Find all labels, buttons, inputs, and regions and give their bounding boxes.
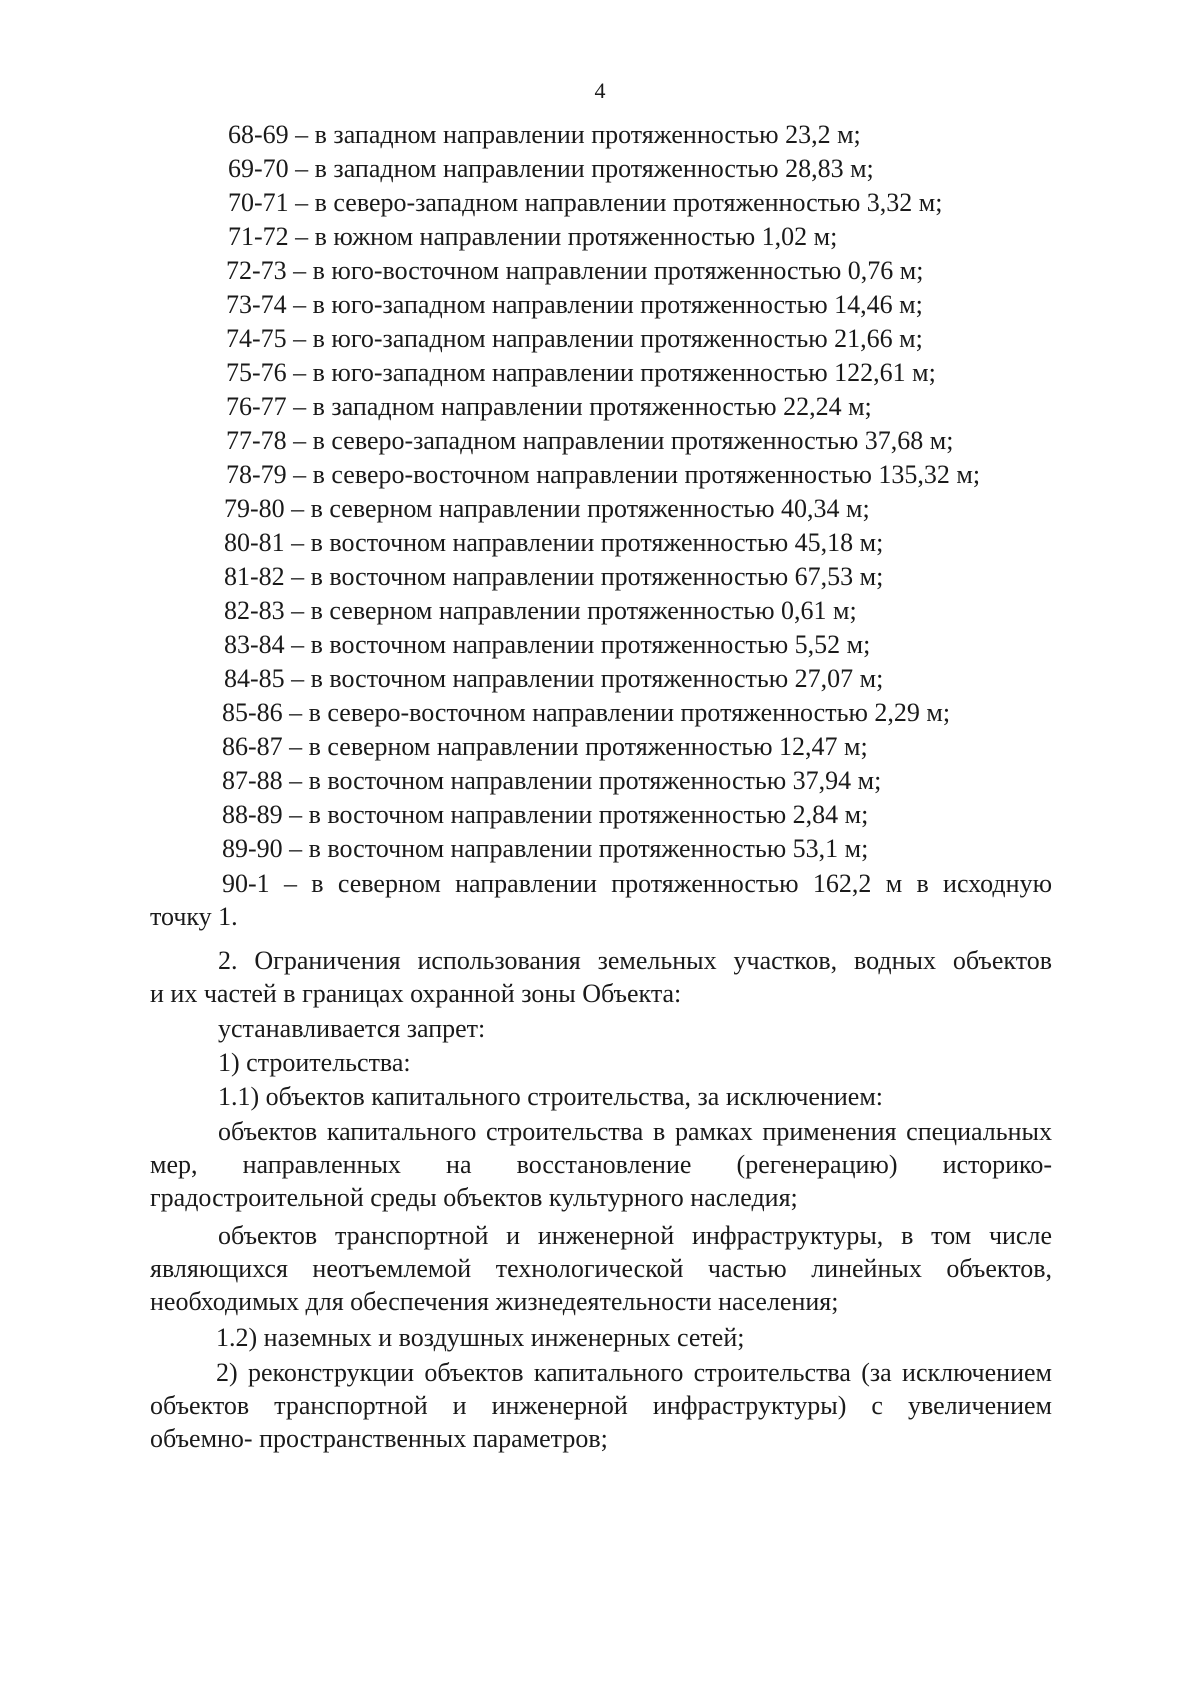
- exception-1-line-3: градостроительной среды объектов культурного наследия;: [150, 1183, 798, 1212]
- section-2-line-1: 2. Ограничения использования земельных участков, водных объектов: [218, 946, 1052, 975]
- section-2-line-2: и их частей в границах охранной зоны Объекта:: [150, 979, 682, 1008]
- item-2-reconstruction: [150, 1356, 1052, 1455]
- item-2-line-2: объектов транспортной и инженерной инфраструктуры) с увеличением: [150, 1391, 1052, 1420]
- exception-cultural-heritage: [150, 1115, 1052, 1214]
- last-boundary-segment: [150, 867, 1052, 933]
- exception-2-line-2: являющихся неотъемлемой технологической частью линейных объектов,: [150, 1254, 1052, 1283]
- boundary-segment: 89-90 – в восточном направлении протяженностью 53,1 м;: [222, 834, 869, 863]
- last-segment-line-1: 90-1 – в северном направлении протяженностью 162,2 м в исходную: [222, 869, 1052, 898]
- boundary-segment: 78-79 – в северо-восточном направлении протяженностью 135,32 м;: [226, 460, 981, 489]
- boundary-segment: 79-80 – в северном направлении протяженностью 40,34 м;: [224, 494, 870, 523]
- boundary-segment: 77-78 – в северо-западном направлении протяженностью 37,68 м;: [226, 426, 954, 455]
- item-2-line-3: объемно- пространственных параметров;: [150, 1424, 608, 1453]
- item-2-line-1: 2) реконструкции объектов капитального строительства (за исключением: [216, 1358, 1052, 1387]
- exception-2-line-1: объектов транспортной и инженерной инфраструктуры, в том числе: [218, 1221, 1052, 1250]
- boundary-segment: 87-88 – в восточном направлении протяженностью 37,94 м;: [222, 766, 882, 795]
- exception-1-line-1: объектов капитального строительства в рамках применения специальных: [218, 1117, 1052, 1146]
- boundary-segment: 68-69 – в западном направлении протяженностью 23,2 м;: [228, 120, 861, 149]
- boundary-segment: 70-71 – в северо-западном направлении протяженностью 3,32 м;: [228, 188, 943, 217]
- page-number: 4: [594, 78, 606, 103]
- boundary-segment: 69-70 – в западном направлении протяженностью 28,83 м;: [228, 154, 874, 183]
- boundary-segment: 88-89 – в восточном направлении протяженностью 2,84 м;: [222, 800, 869, 829]
- item-1-2-engineering-networks: 1.2) наземных и воздушных инженерных сетей;: [216, 1323, 745, 1352]
- boundary-segment: 80-81 – в восточном направлении протяженностью 45,18 м;: [224, 528, 884, 557]
- boundary-segment: 72-73 – в юго-восточном направлении протяженностью 0,76 м;: [226, 256, 924, 285]
- item-1-construction: 1) строительства:: [218, 1048, 411, 1077]
- exception-1-line-2: мер, направленных на восстановление (регенерацию) историко-: [150, 1150, 1052, 1179]
- boundary-segment: 86-87 – в северном направлении протяженностью 12,47 м;: [222, 732, 868, 761]
- item-1-1-capital-objects: 1.1) объектов капитального строительства, за исключением:: [218, 1082, 883, 1111]
- boundary-segment: 75-76 – в юго-западном направлении протяженностью 122,61 м;: [226, 358, 936, 387]
- exception-infrastructure: [150, 1219, 1052, 1318]
- boundary-segment: 83-84 – в восточном направлении протяженностью 5,52 м;: [224, 630, 871, 659]
- boundary-segment: 74-75 – в юго-западном направлении протяженностью 21,66 м;: [226, 324, 923, 353]
- boundary-segment: 82-83 – в северном направлении протяженностью 0,61 м;: [224, 596, 857, 625]
- section-2-heading: [150, 944, 1052, 1010]
- prohibition-intro: устанавливается запрет:: [218, 1014, 486, 1043]
- boundary-segment: 76-77 – в западном направлении протяженностью 22,24 м;: [226, 392, 872, 421]
- boundary-segment: 85-86 – в северо-восточном направлении протяженностью 2,29 м;: [222, 698, 951, 727]
- last-segment-line-2: точку 1.: [150, 902, 238, 931]
- boundary-segment: 81-82 – в восточном направлении протяженностью 67,53 м;: [224, 562, 884, 591]
- boundary-segment: 71-72 – в южном направлении протяженностью 1,02 м;: [228, 222, 838, 251]
- exception-2-line-3: необходимых для обеспечения жизнедеятельности населения;: [150, 1287, 839, 1316]
- boundary-segment: 73-74 – в юго-западном направлении протяженностью 14,46 м;: [226, 290, 923, 319]
- boundary-segment: 84-85 – в восточном направлении протяженностью 27,07 м;: [224, 664, 884, 693]
